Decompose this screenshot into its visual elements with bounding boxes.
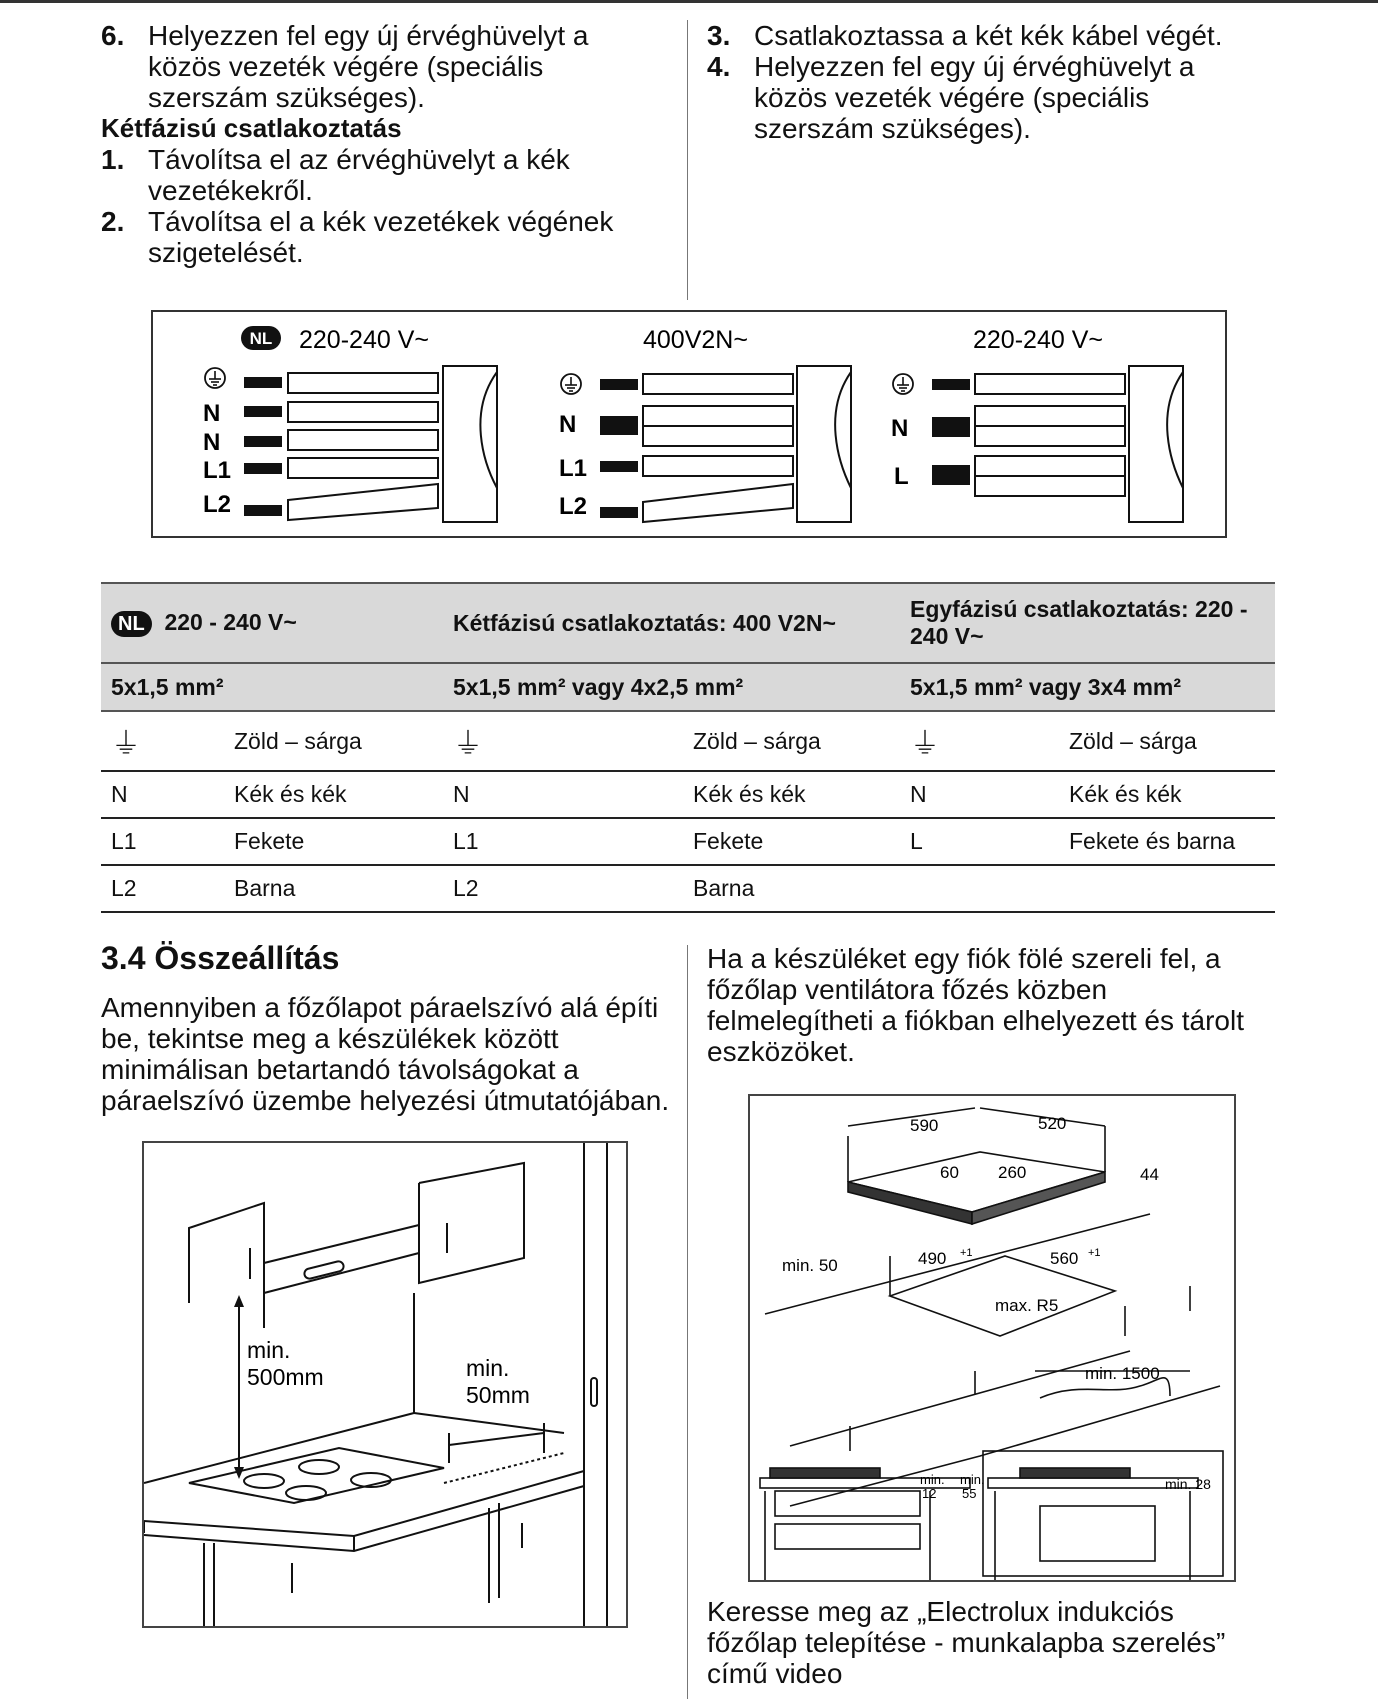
table-row xyxy=(101,711,1275,771)
earth-icon xyxy=(893,374,913,394)
panel-title: 220-240 V~ xyxy=(973,326,1103,354)
step-text: Csatlakoztassa a két kék kábel végét. xyxy=(754,20,1223,51)
top-left-column xyxy=(101,20,661,268)
panel-title: 400V2N~ xyxy=(643,326,748,354)
dimension-label: 12 xyxy=(922,1486,937,1501)
step-number: 2. xyxy=(101,206,125,237)
table-cell: N xyxy=(101,771,224,818)
wire-label: L1 xyxy=(203,457,232,484)
dimension-superscript: +1 xyxy=(960,1247,973,1259)
table-cell: N xyxy=(900,771,1059,818)
clearance-label: 50mm xyxy=(466,1382,530,1408)
table-cell: N xyxy=(443,771,683,818)
table-header-row xyxy=(101,583,1275,663)
clearance-label: min. xyxy=(247,1337,291,1363)
table-cell: Zöld – sárga xyxy=(224,711,443,771)
table-cell: Zöld – sárga xyxy=(1059,711,1275,771)
table-cell: L xyxy=(900,818,1059,865)
dimension-label: 590 xyxy=(910,1116,939,1135)
hood-clearance-figure xyxy=(142,1141,628,1628)
step-number: 6. xyxy=(101,20,125,51)
wiring-diagram-svg xyxy=(153,312,1225,536)
table-row xyxy=(101,771,1275,818)
table-cell: Barna xyxy=(683,865,900,912)
hood-clearance-svg xyxy=(144,1143,626,1626)
dimension-label: 520 xyxy=(1038,1114,1067,1133)
table-cell xyxy=(900,865,1059,912)
header-cell: Kétfázisú csatlakoztatás: 400 V2N~ xyxy=(443,583,900,663)
step-number: 3. xyxy=(707,20,731,51)
dimension-label: 560 xyxy=(1050,1249,1079,1268)
wire-label: L1 xyxy=(559,455,588,482)
earth-icon xyxy=(205,368,225,388)
panel-220-240 xyxy=(891,326,1183,522)
subheader-cell: 5x1,5 mm² vagy 3x4 mm² xyxy=(900,663,1275,711)
step-6 xyxy=(101,20,661,113)
dimension-label: 60 xyxy=(940,1163,959,1182)
table-cell xyxy=(1059,865,1275,912)
table-cell: Fekete xyxy=(224,818,443,865)
step-number: 1. xyxy=(101,144,125,175)
clearance-label: 500mm xyxy=(247,1364,324,1390)
dimension-label: max. R5 xyxy=(995,1296,1059,1315)
dimension-label: min. 1500 xyxy=(1085,1364,1160,1383)
panel-nl xyxy=(203,326,497,522)
dimension-superscript: +1 xyxy=(1088,1247,1101,1259)
table-cell: L2 xyxy=(443,865,683,912)
section-heading: Kétfázisú csatlakoztatás xyxy=(101,113,402,143)
dimension-label: 44 xyxy=(1140,1165,1159,1184)
table-row xyxy=(101,818,1275,865)
table-cell: Fekete és barna xyxy=(1059,818,1275,865)
dimension-label: 490 xyxy=(918,1249,947,1268)
table-cell: L1 xyxy=(101,818,224,865)
step-text: Helyezzen fel egy új érvéghüvelyt a közös vezeték végére (speciális szerszám szükséges). xyxy=(754,51,1195,144)
subheader-cell: 5x1,5 mm² vagy 4x2,5 mm² xyxy=(443,663,900,711)
wire-label: N xyxy=(203,429,221,456)
step-2 xyxy=(101,206,661,268)
panel-title: 220-240 V~ xyxy=(299,326,429,354)
table-cell: L1 xyxy=(443,818,683,865)
earth-icon: ⏚ xyxy=(900,711,1059,771)
wire-label: L2 xyxy=(559,493,588,520)
header-cell: Egyfázisú csatlakoztatás: 220 - 240 V~ xyxy=(900,583,1275,663)
top-rule xyxy=(0,0,1378,3)
assembly-right-text: Ha a készüléket egy fiók fölé szereli fel, a főzőlap ventilátora főzés közben felmelegítheti a fiókban elhelyezett és tárolt eszközöket. xyxy=(707,943,1244,1067)
column-divider-top xyxy=(687,20,688,300)
cutout-dimensions-svg xyxy=(750,1096,1234,1580)
nl-badge xyxy=(241,326,281,350)
video-reference-text: Keresse meg az „Electrolux indukciós főzőlap telepítése - munkalapba szerelés” című video xyxy=(707,1596,1226,1689)
wiring-spec-table xyxy=(101,582,1275,913)
step-text: Távolítsa el a kék vezetékek végének szigetelését. xyxy=(148,206,614,268)
panel-400v2n xyxy=(559,326,851,522)
clearance-label: min. xyxy=(466,1355,510,1381)
step-4 xyxy=(707,51,1247,144)
step-number: 4. xyxy=(707,51,731,82)
dimension-label: 55 xyxy=(962,1486,977,1501)
top-right-column xyxy=(707,20,1247,144)
step-text: Helyezzen fel egy új érvéghüvelyt a közös vezeték végére (speciális szerszám szükséges). xyxy=(148,20,589,113)
cutout-dimensions-figure xyxy=(748,1094,1236,1582)
step-3 xyxy=(707,20,1247,51)
section-title: 3.4 Összeállítás xyxy=(101,940,340,976)
table-cell: Kék és kék xyxy=(1059,771,1275,818)
table-cell: Barna xyxy=(224,865,443,912)
wire-label: N xyxy=(203,400,221,427)
header-cell: NL 220 - 240 V~ xyxy=(101,583,443,663)
earth-icon xyxy=(561,374,581,394)
dimension-label: min. xyxy=(920,1472,945,1487)
nl-badge: NL xyxy=(111,611,152,637)
table-cell: Fekete xyxy=(683,818,900,865)
table-cell: L2 xyxy=(101,865,224,912)
subheader-cell: 5x1,5 mm² xyxy=(101,663,443,711)
table-cell: Kék és kék xyxy=(683,771,900,818)
dimension-label: min. xyxy=(960,1472,985,1487)
step-text: Távolítsa el az érvéghüvelyt a kék vezetékekről. xyxy=(148,144,570,206)
table-cell: Kék és kék xyxy=(224,771,443,818)
table-row xyxy=(101,865,1275,912)
step-1 xyxy=(101,144,661,206)
dimension-label: min. 50 xyxy=(782,1256,838,1275)
table-cell: Zöld – sárga xyxy=(683,711,900,771)
wire-label: L xyxy=(894,463,909,490)
earth-icon: ⏚ xyxy=(443,711,683,771)
table-subheader-row xyxy=(101,663,1275,711)
wire-label: N xyxy=(891,415,909,442)
column-divider-bottom xyxy=(687,945,688,1699)
dimension-label: 260 xyxy=(998,1163,1027,1182)
earth-icon: ⏚ xyxy=(101,711,224,771)
wiring-diagram xyxy=(151,310,1227,538)
dimension-label: min. 28 xyxy=(1165,1476,1211,1492)
wire-label: L2 xyxy=(203,491,232,518)
assembly-left-text: Amennyiben a főzőlapot páraelszívó alá építi be, tekintse meg a készülékek között minimálisan betartandó távolságokat a páraelszívó üzembe helyezési útmutatójában. xyxy=(101,992,670,1116)
wire-label: N xyxy=(559,411,577,438)
svg-text:NL: NL xyxy=(249,329,273,348)
